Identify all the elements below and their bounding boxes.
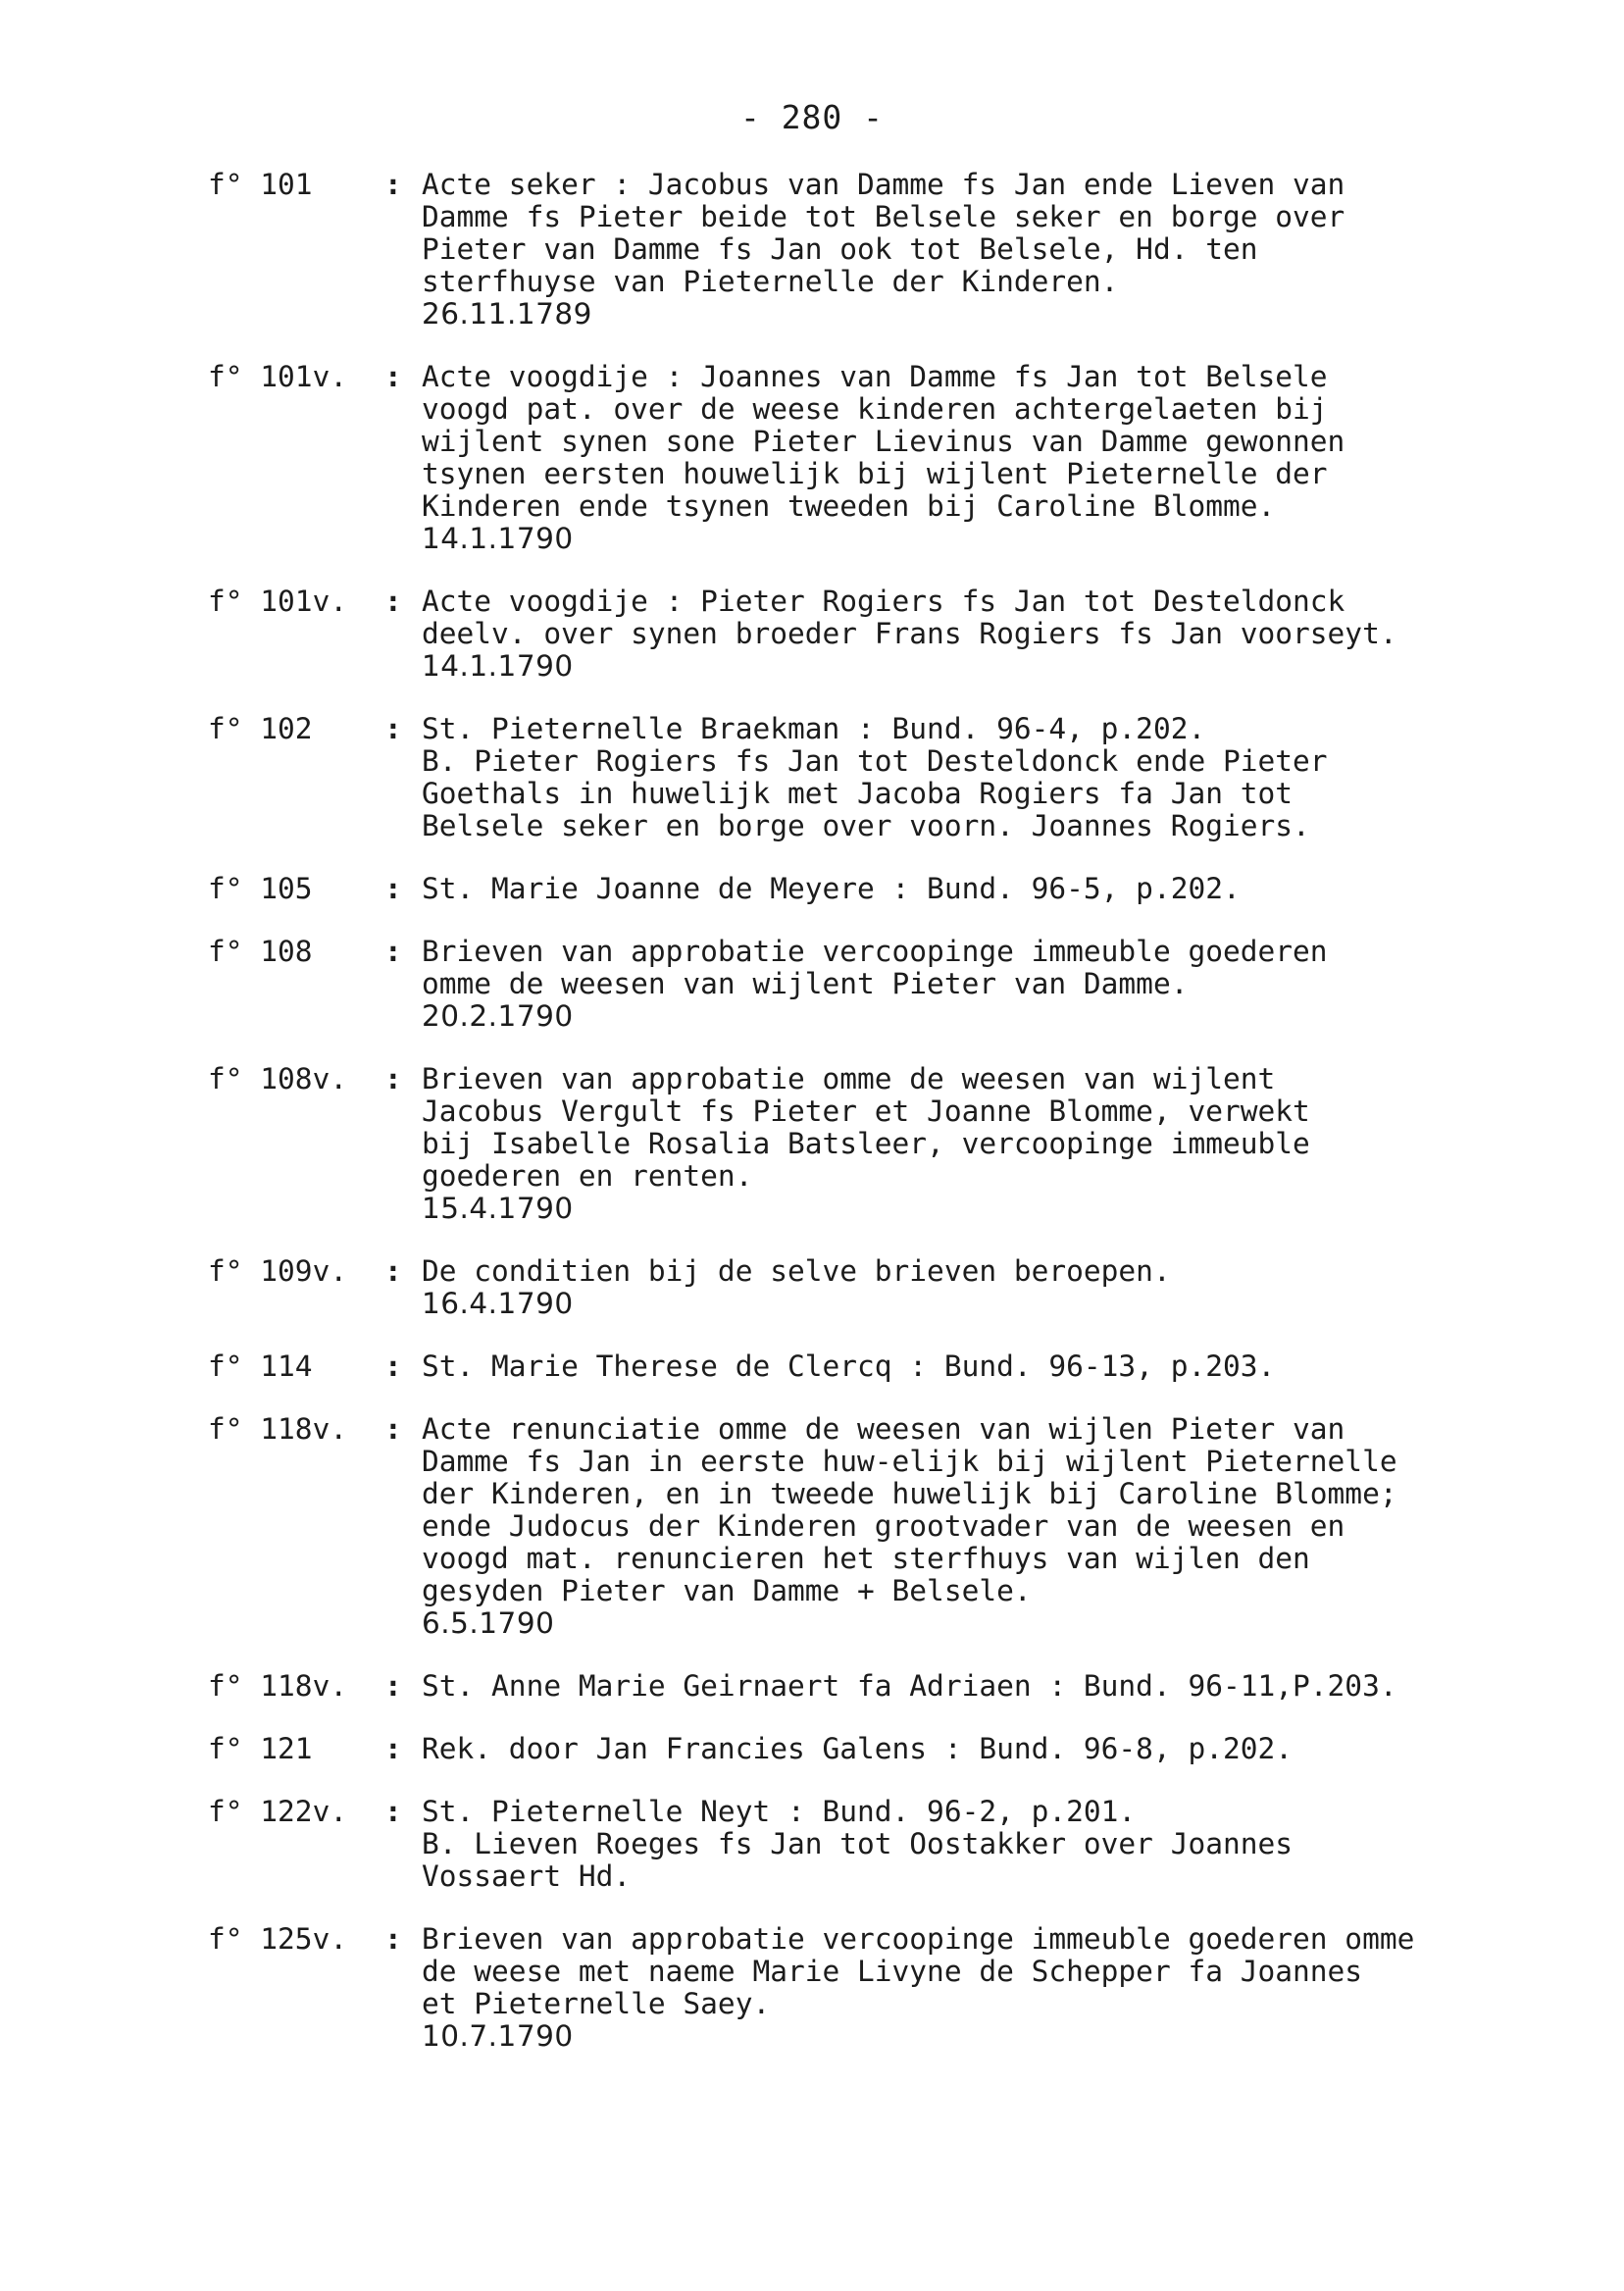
folio-reference: f° 105 <box>208 872 313 905</box>
entry-line: Acte voogdije : Joannes van Damme fs Jan tot Belsele <box>422 360 1328 393</box>
entry-row <box>208 873 1561 905</box>
entry-row <box>208 713 1561 842</box>
entry-line: Acte voogdije : Pieter Rogiers fs Jan tot Desteldonck <box>422 585 1345 618</box>
folio-reference: f° 109v. <box>208 1254 348 1288</box>
entry-row <box>208 1733 1561 1765</box>
folio-reference: f° 102 <box>208 712 313 745</box>
entry-line: tsynen eersten houwelijk bij wijlent Pieternelle der <box>422 457 1328 490</box>
entry-text <box>422 1923 1561 2053</box>
entry-line: St. Marie Joanne de Meyere : Bund. 96-5, p.202. <box>422 872 1241 905</box>
entry-text <box>422 1796 1561 1893</box>
entry-text <box>422 1670 1561 1703</box>
folio-separator: : <box>384 1254 402 1288</box>
folio-separator: : <box>384 168 402 201</box>
entry-line: bij Isabelle Rosalia Batsleer, vercoopinge immeuble <box>422 1127 1310 1160</box>
entry-text <box>422 361 1561 555</box>
entry-date: 20.2.1790 <box>422 999 574 1033</box>
entry-text <box>422 1255 1561 1320</box>
entry-row <box>208 1923 1561 2053</box>
entry-text <box>422 936 1561 1033</box>
entry-line: Vossaert Hd. <box>422 1859 632 1893</box>
folio-reference: f° 101 <box>208 168 313 201</box>
entry-row <box>208 1413 1561 1640</box>
entry-row <box>208 936 1561 1033</box>
entry-text <box>422 873 1561 905</box>
entry-row <box>208 1350 1561 1383</box>
entry-line: de weese met naeme Marie Livyne de Schepper fa Joannes <box>422 1955 1363 1988</box>
folio-separator: : <box>384 360 402 393</box>
folio-separator: : <box>384 1669 402 1703</box>
entry-line: St. Pieternelle Neyt : Bund. 96-2, p.201. <box>422 1795 1137 1828</box>
entry-line: Brieven van approbatie omme de weesen van wijlent <box>422 1062 1276 1095</box>
entry-line: et Pieternelle Saey. <box>422 1987 771 2020</box>
entry-row <box>208 169 1561 331</box>
folio-separator: : <box>384 872 402 905</box>
folio-separator: : <box>384 1795 402 1828</box>
folio-separator: : <box>384 1349 402 1383</box>
entry-text <box>422 1350 1561 1383</box>
folio-separator: : <box>384 1412 402 1446</box>
entry-line: Rek. door Jan Francies Galens : Bund. 96-8, p.202. <box>422 1732 1294 1765</box>
entry-line: Belsele seker en borge over voorn. Joannes Rogiers. <box>422 809 1310 842</box>
folio-reference: f° 108v. <box>208 1062 348 1095</box>
entry-date: 6.5.1790 <box>422 1606 555 1640</box>
entry-line: deelv. over synen broeder Frans Rogiers fs Jan voorseyt. <box>422 617 1397 650</box>
entry-line: St. Marie Therese de Clercq : Bund. 96-13, p.203. <box>422 1349 1276 1383</box>
entry-text <box>422 169 1561 331</box>
folio-reference: f° 121 <box>208 1732 313 1765</box>
entry-line: Brieven van approbatie vercoopinge immeuble goederen <box>422 935 1328 968</box>
entry-line: St. Anne Marie Geirnaert fa Adriaen : Bund. 96-11,P.203. <box>422 1669 1397 1703</box>
entry-text <box>422 1413 1561 1640</box>
entry-line: Damme fs Jan in eerste huw-elijk bij wijlent Pieternelle <box>422 1445 1397 1478</box>
entry-line: B. Pieter Rogiers fs Jan tot Desteldonck ende Pieter <box>422 744 1328 778</box>
entry-text <box>422 1733 1561 1765</box>
entry-line: Acte renunciatie omme de weesen van wijlen Pieter van <box>422 1412 1345 1446</box>
folio-reference: f° 122v. <box>208 1795 348 1828</box>
entry-row <box>208 1063 1561 1225</box>
entry-row <box>208 1255 1561 1320</box>
entry-line: Brieven van approbatie vercoopinge immeuble goederen omme <box>422 1922 1415 1956</box>
entry-text <box>422 713 1561 842</box>
entry-date: 26.11.1789 <box>422 297 592 331</box>
folio-separator: : <box>384 1732 402 1765</box>
entry-line: B. Lieven Roeges fs Jan tot Oostakker over Joannes <box>422 1827 1294 1860</box>
entry-date: 16.4.1790 <box>422 1287 574 1320</box>
entry-line: sterfhuyse van Pieternelle der Kinderen. <box>422 265 1119 298</box>
entry-line: voogd pat. over de weese kinderen achtergelaeten bij <box>422 392 1328 426</box>
entry-line: Acte seker : Jacobus van Damme fs Jan ende Lieven van <box>422 168 1345 201</box>
folio-reference: f° 118v. <box>208 1412 348 1446</box>
entry-line: Pieter van Damme fs Jan ook tot Belsele, Hd. ten <box>422 232 1258 266</box>
entry-text <box>422 585 1561 683</box>
entry-row <box>208 1796 1561 1893</box>
page-number: - 280 - <box>739 98 885 136</box>
entry-line: wijlent synen sone Pieter Lievinus van Damme gewonnen <box>422 425 1345 458</box>
entry-row <box>208 585 1561 683</box>
folio-reference: f° 125v. <box>208 1922 348 1956</box>
entry-line: Goethals in huwelijk met Jacoba Rogiers fa Jan tot <box>422 777 1294 810</box>
entry-line: goederen en renten. <box>422 1159 753 1193</box>
entry-line: Damme fs Pieter beide tot Belsele seker en borge over <box>422 200 1345 233</box>
entry-date: 15.4.1790 <box>422 1192 574 1225</box>
entry-date: 14.1.1790 <box>422 649 574 683</box>
entry-line: Jacobus Vergult fs Pieter et Joanne Blomme, verwekt <box>422 1095 1310 1128</box>
folio-separator: : <box>384 935 402 968</box>
folio-separator: : <box>384 1062 402 1095</box>
entry-line: gesyden Pieter van Damme + Belsele. <box>422 1574 1032 1607</box>
folio-separator: : <box>384 585 402 618</box>
folio-reference: f° 108 <box>208 935 313 968</box>
entry-date: 10.7.1790 <box>422 2019 574 2053</box>
entry-line: Kinderen ende tsynen tweeden bij Caroline Blomme. <box>422 489 1276 523</box>
entry-row <box>208 1670 1561 1703</box>
entry-line: omme de weesen van wijlent Pieter van Damme. <box>422 967 1189 1000</box>
entry-date: 14.1.1790 <box>422 522 574 555</box>
folio-reference: f° 114 <box>208 1349 313 1383</box>
entry-line: der Kinderen, en in tweede huwelijk bij Caroline Blomme; <box>422 1477 1397 1510</box>
entry-line: De conditien bij de selve brieven beroepen. <box>422 1254 1171 1288</box>
folio-reference: f° 101v. <box>208 360 348 393</box>
folio-separator: : <box>384 712 402 745</box>
entry-text <box>422 1063 1561 1225</box>
entry-row <box>208 361 1561 555</box>
entry-line: St. Pieternelle Braekman : Bund. 96-4, p.202. <box>422 712 1206 745</box>
folio-separator: : <box>384 1922 402 1956</box>
entry-line: voogd mat. renuncieren het sterfhuys van wijlen den <box>422 1542 1310 1575</box>
folio-reference: f° 101v. <box>208 585 348 618</box>
folio-reference: f° 118v. <box>208 1669 348 1703</box>
entry-line: ende Judocus der Kinderen grootvader van de weesen en <box>422 1509 1345 1543</box>
entry-list <box>208 169 1561 2083</box>
